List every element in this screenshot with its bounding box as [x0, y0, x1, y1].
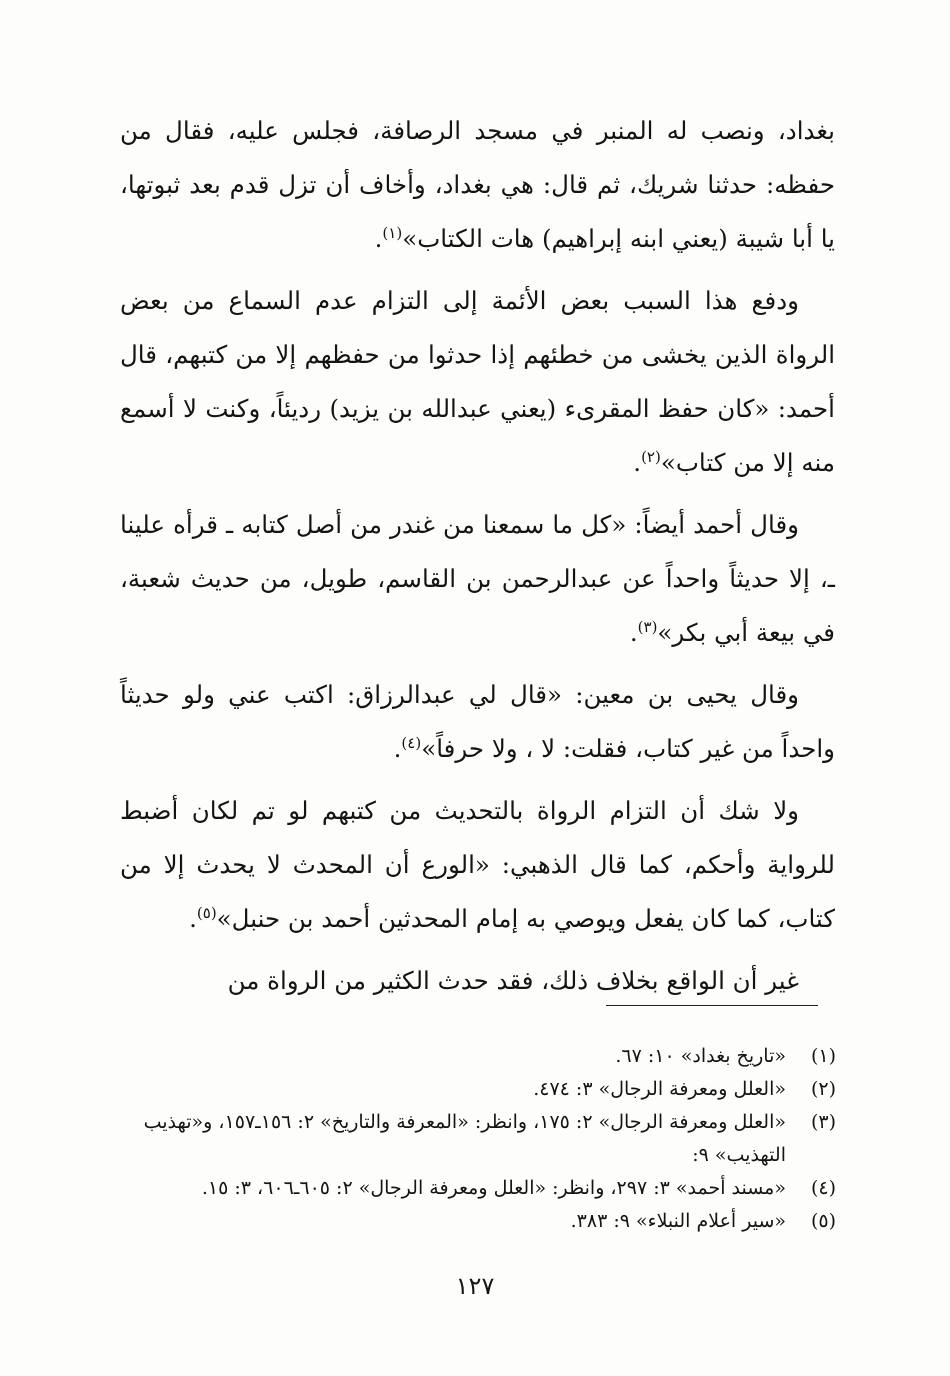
footnote-1 [118, 1040, 836, 1073]
main-text [120, 104, 835, 1016]
footnote-ref-5[interactable]: (٥) [196, 903, 217, 922]
footnote-text: «العلل ومعرفة الرجال» ٢: ١٧٥، وانظر: «المعرفة والتاريخ» ٢: ١٥٦ـ١٥٧، و«تهذيب التهذيب» ٩: [143, 1111, 786, 1166]
footnote-2 [118, 1073, 836, 1106]
paragraph-3: وقال أحمد أيضاً: «كل ما سمعنا من غندر من أصل كتابه ـ قرأه علينا ـ، إلا حديثاً واحداً عن عبدالرحمن بن القاسم، طويل، من حديث شعبة، في بيعة أبي بكر»$^{(٣)}$. [120, 510, 835, 647]
footnote-5 [118, 1205, 836, 1238]
footnote-separator [606, 1005, 818, 1006]
footnote-ref-4[interactable]: (٤) [401, 733, 422, 752]
footnote-number: (٣) [810, 1111, 836, 1133]
footnote-text: «سير أعلام النبلاء» ٩: ٣٨٣. [570, 1210, 786, 1232]
footnote-number: (٢) [810, 1078, 836, 1100]
footnote-text: «تاريخ بغداد» ١٠: ٦٧. [615, 1045, 786, 1067]
footnote-text: «مسند أحمد» ٣: ٢٩٧، وانظر: «العلل ومعرفة الرجال» ٢: ٦٠٥ـ٦٠٦، ٣: ١٥. [201, 1177, 786, 1199]
paragraph-5: ولا شك أن التزام الرواة بالتحديث من كتبهم لو تم لكان أضبط للرواية وأحكم، كما قال الذهبي: «الورع أن المحدث لا يحدث إلا من كتاب، كما كان يفعل ويوصي به إمام المحدثين أحمد بن حنبل»$^{(٥)}$. [120, 796, 835, 933]
footnote-number: (١) [810, 1045, 836, 1067]
footnote-number: (٤) [810, 1177, 836, 1199]
page-number: ١٢٧ [455, 1272, 495, 1300]
paragraph-2: ودفع هذا السبب بعض الأئمة إلى التزام عدم السماع من بعض الرواة الذين يخشى من خطئهم إذا حدثوا من حفظهم إلا من كتبهم، قال أحمد: «كان حفظ المقرىء (يعني عبدالله بن يزيد) رديئاً، وكنت لا أسمع منه إلا من كتاب»$^{(٢)}$. [120, 286, 835, 477]
footnote-text: «العلل ومعرفة الرجال» ٣: ٤٧٤. [533, 1078, 786, 1100]
paragraph-1: بغداد، ونصب له المنبر في مسجد الرصافة، فجلس عليه، فقال من حفظه: حدثنا شريك، ثم قال: هي بغداد، وأخاف أن تزل قدم بعد ثبوتها، يا أبا شيبة (يعني ابنه إبراهيم) هات الكتاب»$^{(١)}$. [120, 116, 835, 253]
paragraph-4: وقال يحيى بن معين: «قال لي عبدالرزاق: اكتب عني ولو حديثاً واحداً من غير كتاب، فقلت: لا ، ولا حرفاً»$^{(٤)}$. [120, 680, 835, 763]
paragraph-6: غير أن الواقع بخلاف ذلك، فقد حدث الكثير من الرواة من [227, 966, 799, 995]
footnote-4 [118, 1172, 836, 1205]
footnote-ref-3[interactable]: (٣) [637, 617, 658, 636]
footnote-number: (٥) [810, 1210, 836, 1232]
footnote-ref-1[interactable]: (١) [382, 223, 403, 242]
footnote-3 [118, 1106, 836, 1172]
footnotes [118, 1040, 836, 1238]
footnote-ref-2[interactable]: (٢) [641, 447, 661, 466]
